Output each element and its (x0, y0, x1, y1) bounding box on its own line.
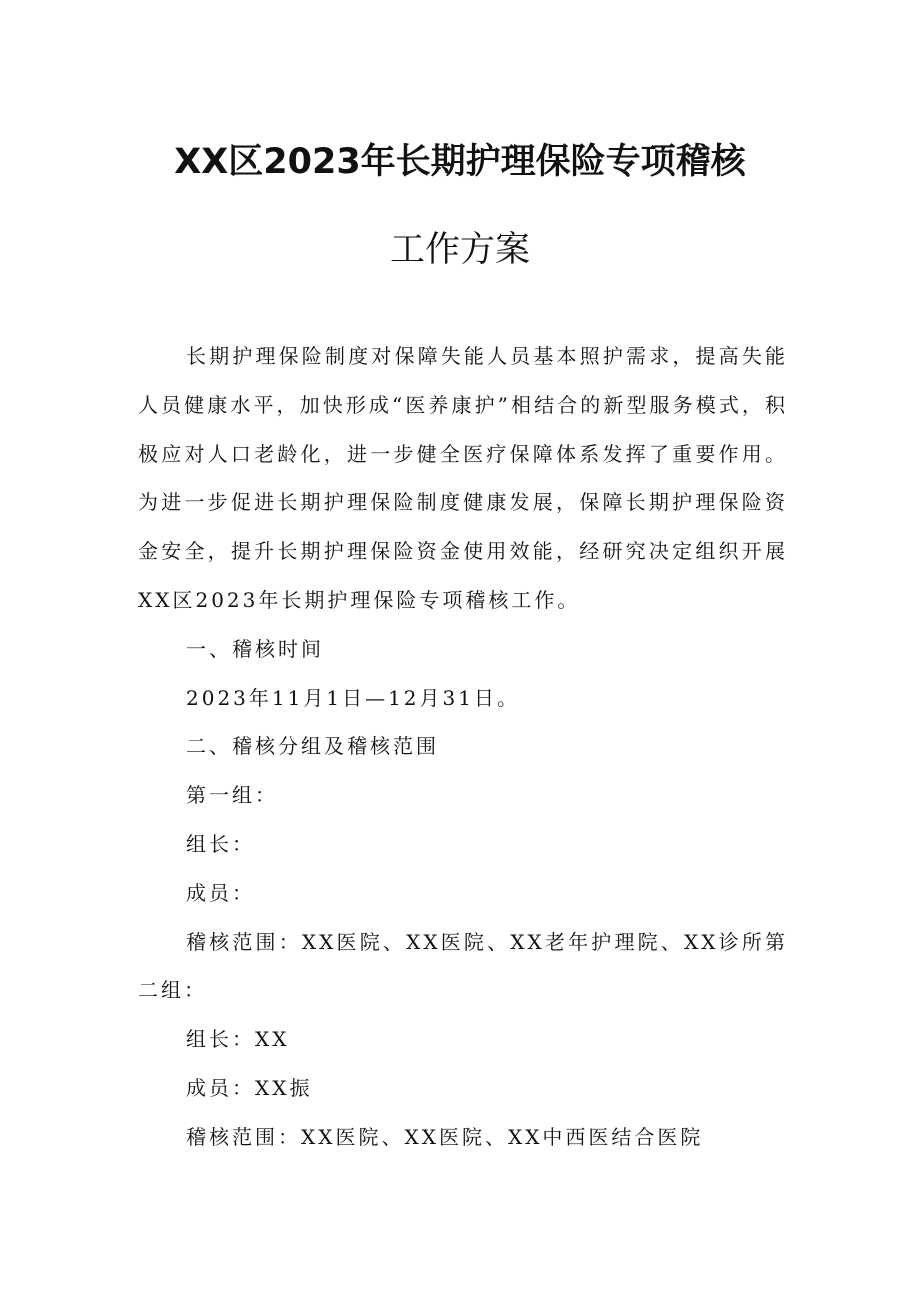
group1-scope: 稽核范围：XX医院、XX医院、XX老年护理院、XX诊所第二组： (138, 929, 788, 1003)
section1-text: 2023年11月1日—12月31日。 (186, 685, 520, 710)
group1-members: 成员： (186, 880, 255, 905)
group2-members: 成员：XX振 (186, 1075, 313, 1100)
section1-heading: 一、稽核时间 (186, 636, 324, 661)
document-title-line2: 工作方案 (389, 230, 530, 270)
document-body (138, 332, 788, 1162)
section2-heading: 二、稽核分组及稽核范围 (186, 734, 439, 759)
group2-scope: 稽核范围：XX医院、XX医院、XX中西医结合医院 (186, 1124, 704, 1149)
group2-leader: 组长：XX (186, 1027, 290, 1052)
group1-label: 第一组： (186, 783, 278, 808)
intro-paragraph: 长期护理保险制度对保障失能人员基本照护需求，提高失能人员健康水平，加快形成“医养康护”相结合的新型服务模式，积极应对人口老龄化，进一步健全医疗保障体系发挥了重要作用。为进一步促进长期护理保险制度健康发展，保障长期护理保险资金安全，提升长期护理保险资金使用效能，经研究决定组织开展XX区2023年长期护理保险专项稽核工作。 (138, 344, 788, 612)
document-title-line1: XX区2023年长期护理保险专项稽核 (174, 142, 746, 182)
group1-leader: 组长： (186, 831, 255, 856)
